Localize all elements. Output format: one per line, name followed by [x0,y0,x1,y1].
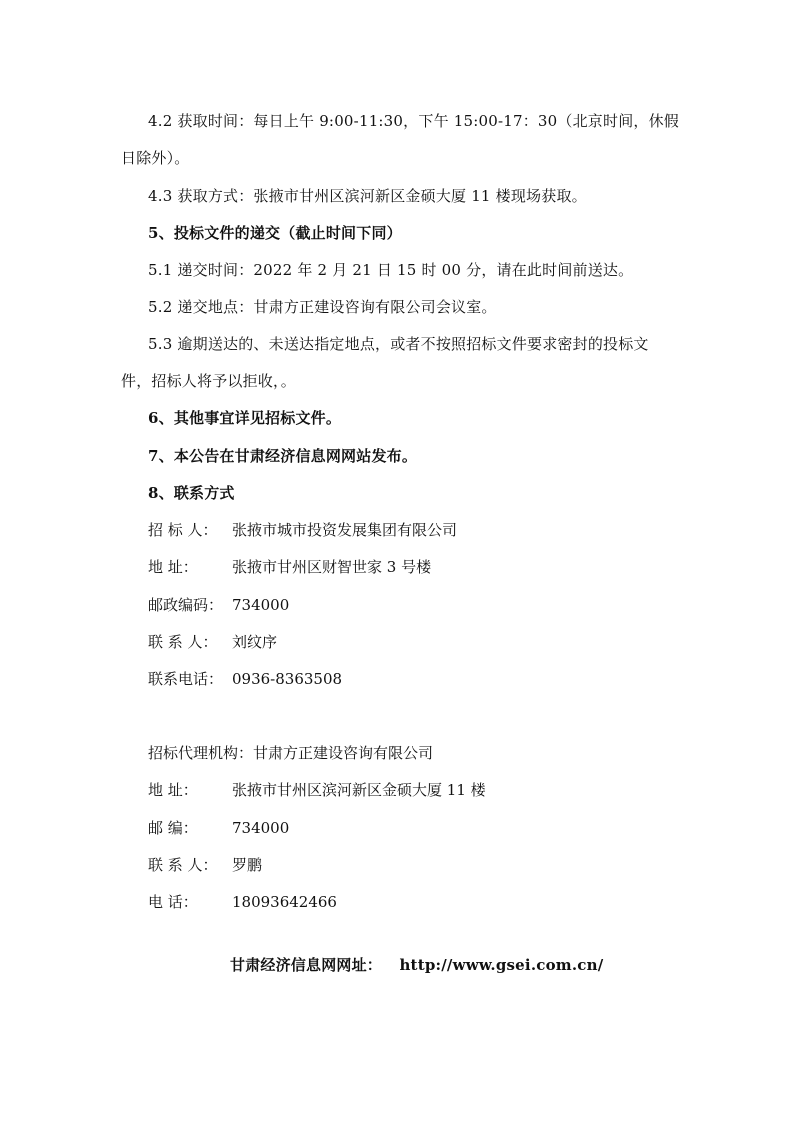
heading-6: 6、其他事宜详见招标文件。 [148,409,342,427]
section-5-1: 5.1 递交时间：2022 年 2 月 21 日 15 时 00 分，请在此时间前送达。 [148,261,634,279]
heading-5: 5、投标文件的递交（截止时间下同） [148,224,402,242]
tenderer-name-row [148,520,457,540]
tenderer-phone-row [148,669,342,689]
tenderer-name: 张掖市城市投资发展集团有限公司 [232,521,458,539]
agency-postcode: 734000 [232,819,290,837]
section-4-3: 4.3 获取方式：张掖市甘州区滨河新区金硕大厦 11 楼现场获取。 [148,187,587,205]
section-4-2-line-1: 4.2 获取时间：每日上午 9:00-11:30，下午 15:00-17：30（北京时间，休假 [148,112,680,130]
agency-phone: 18093642466 [232,893,337,911]
website-url[interactable]: http://www.gsei.com.cn/ [399,956,604,974]
heading-7: 7、本公告在甘肃经济信息网网站发布。 [148,447,418,465]
section-5-3-line-1: 5.3 逾期送达的、未送达指定地点，或者不按照招标文件要求密封的投标文 [148,335,649,353]
tenderer-postcode-label: 邮政编码： [148,596,224,614]
tenderer-postcode-row [148,595,289,615]
tenderer-contact: 刘纹序 [232,633,278,651]
agency-postcode-row [148,818,289,838]
tenderer-address: 张掖市甘州区财智世家 3 号楼 [232,558,432,576]
agency-phone-row [148,892,337,912]
tenderer-name-label: 招 标 人： [148,521,218,539]
agency-address-row [148,780,486,800]
tenderer-contact-row [148,632,277,652]
heading-8: 8、联系方式 [148,484,235,502]
agency-contact-label: 联 系 人： [148,856,218,874]
tenderer-address-label: 地 址： [148,558,198,576]
tenderer-phone: 0936-8363508 [232,670,343,688]
tenderer-phone-label: 联系电话： [148,670,224,688]
agency-name: 甘肃方正建设咨询有限公司 [253,744,434,762]
agency-contact: 罗鹏 [232,856,263,874]
tenderer-postcode: 734000 [232,596,290,614]
tenderer-contact-label: 联 系 人： [148,633,218,651]
agency-postcode-label: 邮 编： [148,819,198,837]
section-4-2-line-2: 日除外）。 [121,149,190,167]
website-label: 甘肃经济信息网网址： [230,956,383,974]
section-5-2: 5.2 递交地点：甘肃方正建设咨询有限公司会议室。 [148,298,497,316]
website-line [230,955,603,975]
agency-name-label: 招标代理机构： [148,744,254,762]
tenderer-address-row [148,557,431,577]
agency-contact-row [148,855,262,875]
agency-address: 张掖市甘州区滨河新区金硕大厦 11 楼 [232,781,486,799]
section-5-3-line-2: 件，招标人将予以拒收，。 [121,372,296,390]
agency-address-label: 地 址： [148,781,198,799]
agency-name-row [148,743,433,763]
agency-phone-label: 电 话： [148,893,198,911]
